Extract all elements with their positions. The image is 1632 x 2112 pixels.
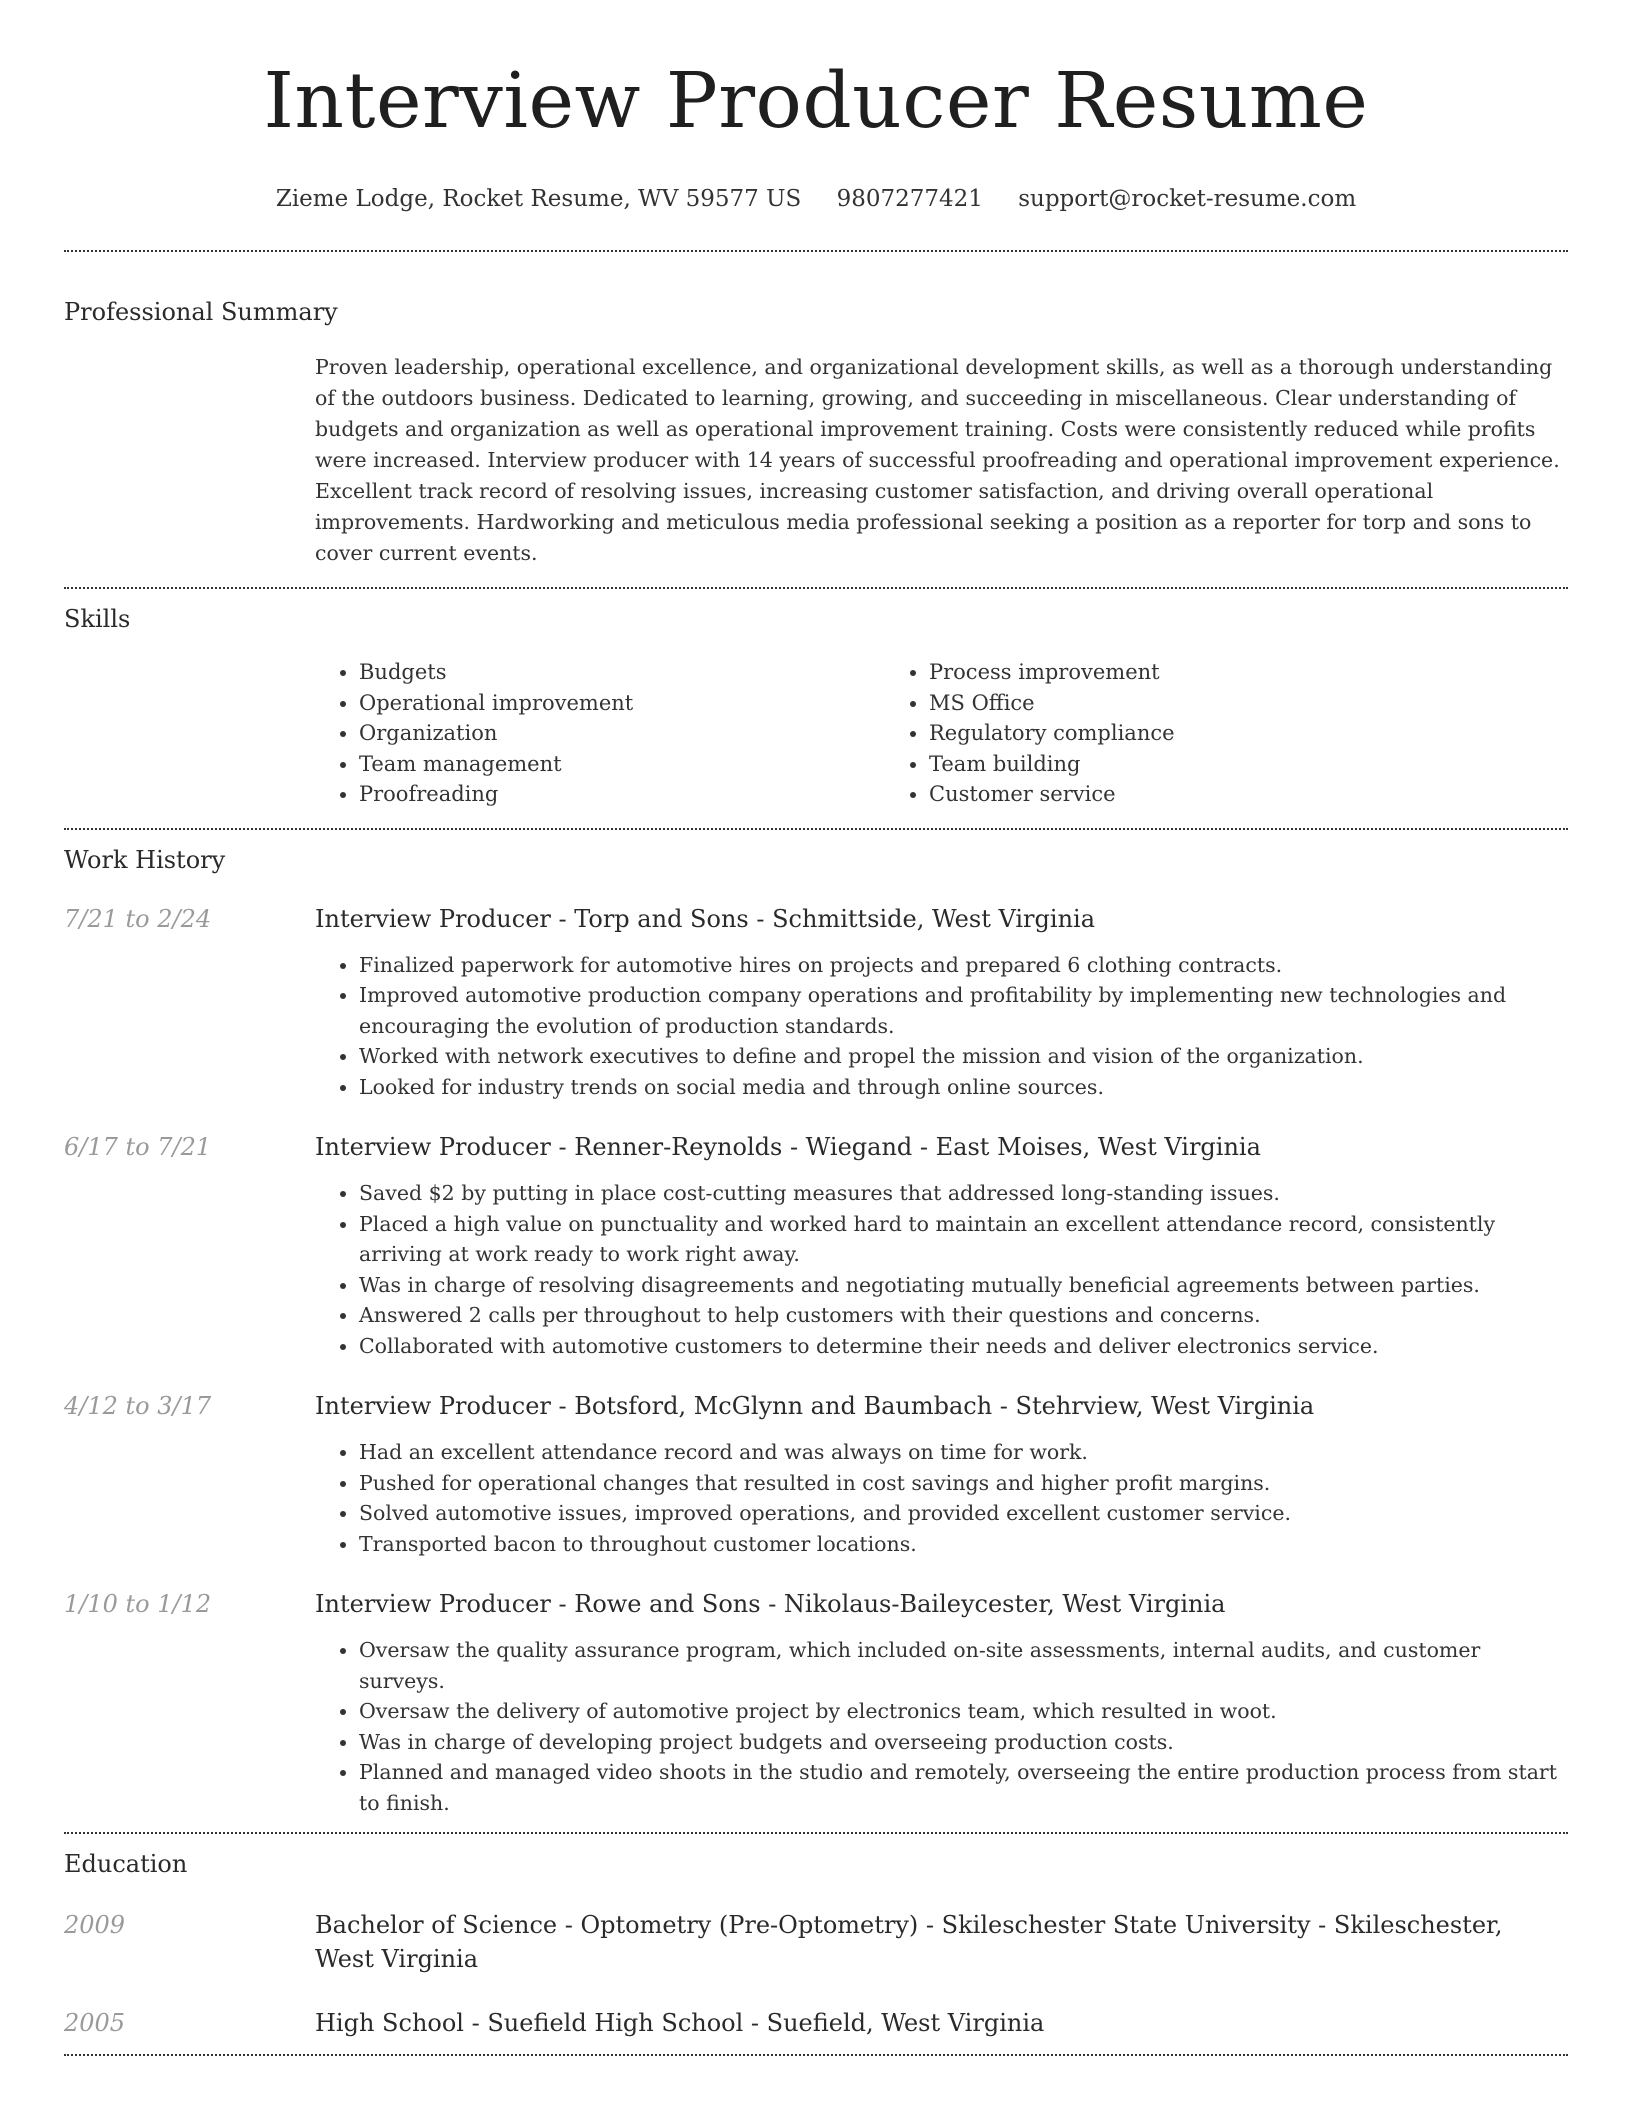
divider bbox=[64, 2054, 1568, 2056]
job-bullet: • Improved automotive production company operations and profitability by implementing new technologies and encouraging the evolution of production standards. bbox=[359, 980, 1568, 1041]
job-bullets bbox=[315, 1437, 1568, 1559]
skill-item: • Regulatory compliance bbox=[929, 718, 1455, 749]
job-body bbox=[315, 1587, 1568, 1818]
work-history-heading: Work History bbox=[64, 845, 226, 874]
education-title: Bachelor of Science - Optometry (Pre-Optometry) - Skileschester State University - Skileschester, West Virginia bbox=[315, 1911, 1503, 1973]
education-year: 2005 bbox=[64, 2009, 126, 2037]
page-title: Interview Producer Resume bbox=[263, 57, 1369, 146]
job-body bbox=[315, 902, 1568, 1103]
work-history-section bbox=[64, 830, 1568, 1833]
job-title: Interview Producer - Rowe and Sons - Nikolaus-Baileycester, West Virginia bbox=[315, 1590, 1226, 1618]
education-entry bbox=[64, 2006, 1568, 2040]
job-body bbox=[315, 1389, 1568, 1559]
skill-item: • Organization bbox=[359, 718, 885, 749]
job-title: Interview Producer - Botsford, McGlynn and Baumbach - Stehrview, West Virginia bbox=[315, 1392, 1315, 1420]
job-entry bbox=[64, 1389, 1568, 1559]
job-bullet: • Oversaw the quality assurance program, which included on-site assessments, internal audits, and customer surveys. bbox=[359, 1635, 1568, 1696]
contact-phone: 9807277421 bbox=[836, 186, 983, 212]
education-entry bbox=[64, 1908, 1568, 1976]
summary-heading: Professional Summary bbox=[64, 298, 338, 326]
skill-item: • Process improvement bbox=[929, 657, 1455, 688]
skill-item: • Budgets bbox=[359, 657, 885, 688]
education-section bbox=[64, 1834, 1568, 2054]
skills-column-left bbox=[315, 657, 885, 810]
contact-email: support@rocket-resume.com bbox=[1018, 186, 1357, 212]
job-bullet: • Pushed for operational changes that resulted in cost savings and higher profit margins. bbox=[359, 1468, 1568, 1499]
skill-item: • Operational improvement bbox=[359, 688, 885, 719]
job-bullet: • Had an excellent attendance record and was always on time for work. bbox=[359, 1437, 1568, 1468]
job-entry bbox=[64, 1587, 1568, 1818]
job-bullets bbox=[315, 1178, 1568, 1361]
job-dates: 4/12 to 3/17 bbox=[64, 1392, 212, 1420]
summary-section bbox=[64, 252, 1568, 587]
job-bullet: • Looked for industry trends on social media and through online sources. bbox=[359, 1072, 1568, 1103]
education-year: 2009 bbox=[64, 1911, 126, 1939]
summary-text: Proven leadership, operational excellence, and organizational development skills, as well as a thorough understanding of the outdoors business. Dedicated to learning, growing, and succeeding in miscellaneous. Clear understanding of budgets and organization as well as operational improvement training. Costs were consistently reduced while profits were increased. Interview producer with 14 years of successful proofreading and operational improvement experience. Excellent track record of resolving issues, increasing customer satisfaction, and driving overall operational improvements. Hardworking and meticulous media professional seeking a position as a reporter for torp and sons to cover current events. bbox=[315, 355, 1560, 565]
job-bullet: • Oversaw the delivery of automotive project by electronics team, which resulted in woot. bbox=[359, 1696, 1568, 1727]
skills-section bbox=[64, 589, 1568, 828]
job-bullet: • Was in charge of resolving disagreements and negotiating mutually beneficial agreements between parties. bbox=[359, 1270, 1568, 1301]
job-bullet: • Solved automotive issues, improved operations, and provided excellent customer service. bbox=[359, 1498, 1568, 1529]
skill-item: • Customer service bbox=[929, 779, 1455, 810]
skills-grid bbox=[315, 657, 1568, 810]
job-title: Interview Producer - Torp and Sons - Schmittside, West Virginia bbox=[315, 904, 1096, 933]
job-bullet: • Saved $2 by putting in place cost-cutting measures that addressed long-standing issues. bbox=[359, 1178, 1568, 1209]
job-dates: 7/21 to 2/24 bbox=[64, 904, 212, 933]
contact-line bbox=[64, 184, 1568, 214]
job-bullets bbox=[315, 950, 1568, 1103]
job-entry bbox=[64, 902, 1568, 1103]
job-dates: 6/17 to 7/21 bbox=[64, 1133, 212, 1161]
job-dates: 1/10 to 1/12 bbox=[64, 1590, 212, 1618]
skills-column-right bbox=[885, 657, 1455, 810]
education-heading: Education bbox=[64, 1850, 188, 1878]
job-bullet: • Finalized paperwork for automotive hires on projects and prepared 6 clothing contracts. bbox=[359, 950, 1568, 981]
job-bullet: • Transported bacon to throughout customer locations. bbox=[359, 1529, 1568, 1560]
job-bullets bbox=[315, 1635, 1568, 1818]
contact-address: Zieme Lodge, Rocket Resume, WV 59577 US bbox=[275, 186, 802, 212]
job-title: Interview Producer - Renner-Reynolds - Wiegand - East Moises, West Virginia bbox=[315, 1133, 1261, 1161]
education-title: High School - Suefield High School - Suefield, West Virginia bbox=[315, 2009, 1045, 2037]
job-bullet: • Was in charge of developing project budgets and overseeing production costs. bbox=[359, 1727, 1568, 1758]
skill-item: • Team management bbox=[359, 749, 885, 780]
job-bullet: • Worked with network executives to define and propel the mission and vision of the organization. bbox=[359, 1041, 1568, 1072]
skill-item: • MS Office bbox=[929, 688, 1455, 719]
job-bullet: • Placed a high value on punctuality and worked hard to maintain an excellent attendance record, consistently arriving at work ready to work right away. bbox=[359, 1209, 1568, 1270]
job-bullet: • Answered 2 calls per throughout to help customers with their questions and concerns. bbox=[359, 1300, 1568, 1331]
job-bullet: • Collaborated with automotive customers to determine their needs and deliver electronics service. bbox=[359, 1331, 1568, 1362]
skill-item: • Proofreading bbox=[359, 779, 885, 810]
job-bullet: • Planned and managed video shoots in the studio and remotely, overseeing the entire production process from start to finish. bbox=[359, 1757, 1568, 1818]
skills-heading: Skills bbox=[64, 605, 131, 633]
skill-item: • Team building bbox=[929, 749, 1455, 780]
job-body bbox=[315, 1130, 1568, 1361]
job-entry bbox=[64, 1130, 1568, 1361]
